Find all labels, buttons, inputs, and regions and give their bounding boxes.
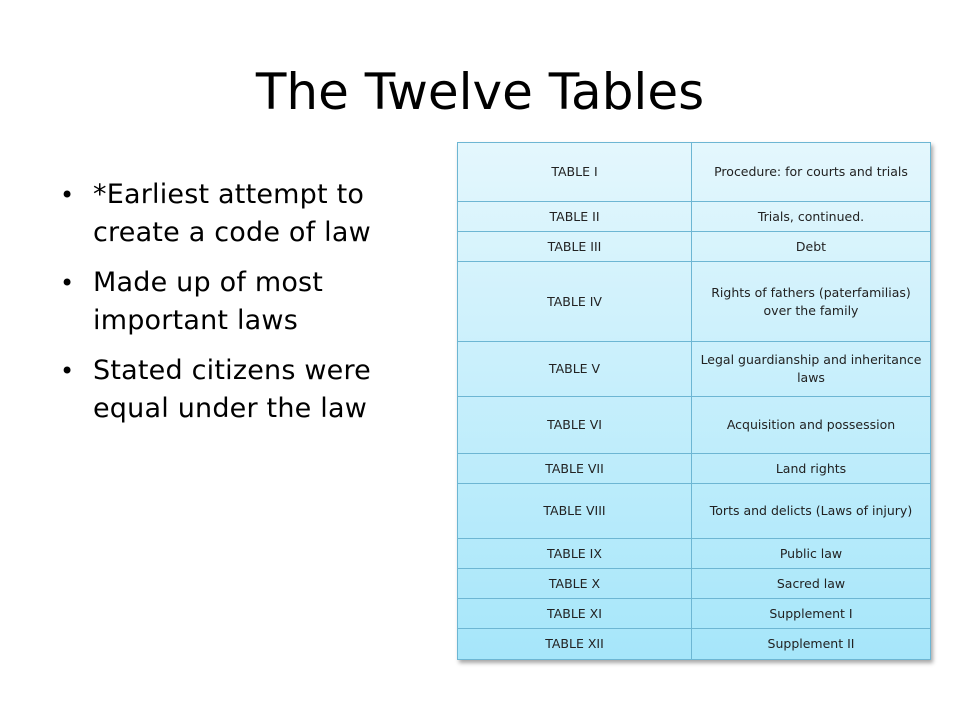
table-row (458, 397, 931, 454)
bullet-item (56, 264, 406, 340)
table-name-cell: TABLE VI (458, 397, 692, 454)
table-name-cell: TABLE II (458, 202, 692, 232)
table-desc-cell: Land rights (692, 454, 931, 484)
bullet-text: *Earliest attempt to create a code of law (93, 179, 371, 248)
table-row (458, 569, 931, 599)
table-desc-cell: Sacred law (692, 569, 931, 599)
table-desc-cell: Supplement II (692, 629, 931, 660)
table-row (458, 232, 931, 262)
table-name-cell: TABLE VIII (458, 484, 692, 539)
table-row (458, 202, 931, 232)
table-desc-cell: Acquisition and possession (692, 397, 931, 454)
table-desc-cell: Procedure: for courts and trials (692, 143, 931, 202)
bullet-dot-icon: • (60, 181, 75, 209)
table-desc-cell: Rights of fathers (paterfamilias) over the family (692, 262, 931, 342)
table-desc-cell: Legal guardianship and inheritance laws (692, 342, 931, 397)
bullet-item (56, 352, 406, 428)
table-desc-cell: Public law (692, 539, 931, 569)
twelve-tables-table (457, 142, 931, 660)
table-name-cell: TABLE XI (458, 599, 692, 629)
table-name-cell: TABLE XII (458, 629, 692, 660)
bullet-item (56, 176, 406, 252)
table-desc-cell: Supplement I (692, 599, 931, 629)
table-row (458, 262, 931, 342)
table-row (458, 484, 931, 539)
table-row (458, 454, 931, 484)
table-name-cell: TABLE III (458, 232, 692, 262)
bullet-dot-icon: • (60, 357, 75, 385)
table-name-cell: TABLE I (458, 143, 692, 202)
table-desc-cell: Trials, continued. (692, 202, 931, 232)
bullet-text: Made up of most important laws (93, 267, 324, 336)
bullet-list (56, 176, 406, 440)
table-row (458, 342, 931, 397)
table-name-cell: TABLE IX (458, 539, 692, 569)
table-row (458, 539, 931, 569)
table-name-cell: TABLE IV (458, 262, 692, 342)
twelve-tables-table-wrapper (457, 142, 931, 660)
table-row (458, 629, 931, 660)
table-desc-cell: Debt (692, 232, 931, 262)
table-name-cell: TABLE VII (458, 454, 692, 484)
bullet-text: Stated citizens were equal under the law (93, 355, 371, 424)
table-row (458, 599, 931, 629)
table-row (458, 143, 931, 202)
table-name-cell: TABLE V (458, 342, 692, 397)
table-name-cell: TABLE X (458, 569, 692, 599)
slide-title: The Twelve Tables (255, 63, 705, 121)
bullet-dot-icon: • (60, 269, 75, 297)
table-desc-cell: Torts and delicts (Laws of injury) (692, 484, 931, 539)
